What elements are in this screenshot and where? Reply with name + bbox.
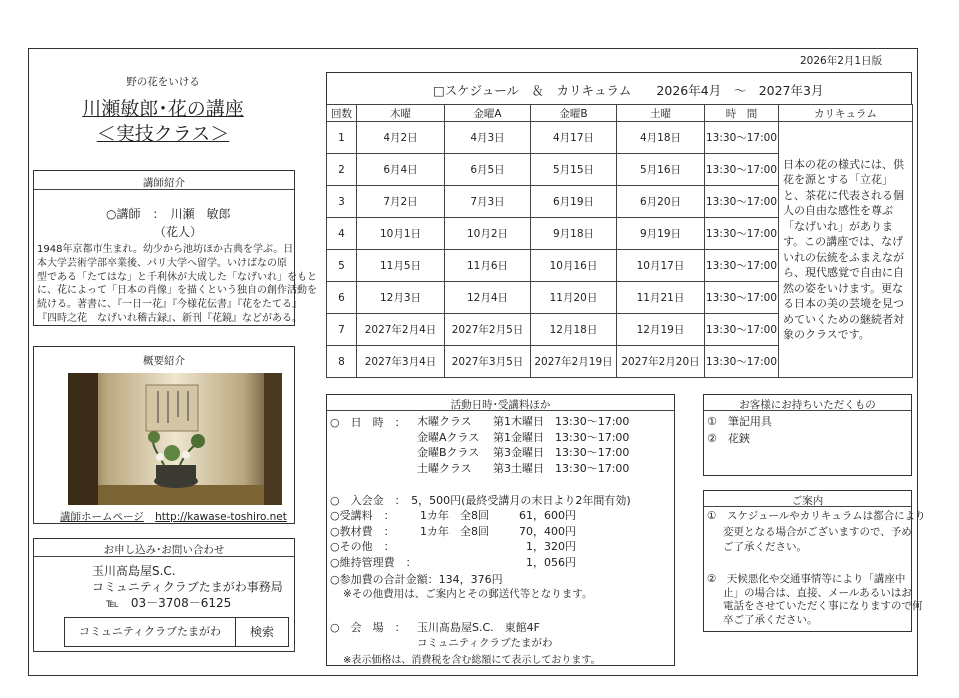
table-cell: 2027年2月20日 [617,346,705,378]
table-cell: 6 [327,282,357,314]
fee-label: ○受講料 ： [330,509,395,522]
fee-label: ○教材費 ： [330,524,395,538]
class-name: 金曜Bクラス [417,446,480,460]
table-cell: 6月19日 [531,186,617,218]
contact-heading: お申し込み･お問い合わせ [103,544,225,556]
bio-line: 続ける。著書に、『一日一花』『今様花伝書』『花をたてる』 [37,299,302,311]
bio-line: 『四時之花 なげいれ稽古録』、新刊『花鏡』などがある。 [37,312,302,324]
activity-heading: 活動日時･受講料ほか [450,399,551,411]
table-cell: 11月21日 [617,282,705,314]
table-cell: 6月4日 [357,154,445,186]
table-cell: 6月5日 [445,154,531,186]
table-cell: 2027年2月4日 [357,314,445,346]
instructor-heading: 講師紹介 [143,177,185,189]
instructor-bio [37,243,317,326]
class-row [417,430,629,446]
overview-section [33,346,295,524]
venue-line1: 玉川髙島屋S.C. 東館4F [417,621,540,634]
contact-tel: ℡ 03－3708－6125 [106,596,232,610]
class-name: 木曜クラス [417,415,472,428]
notice-item-2 [707,573,923,627]
table-cell: 2027年2月19日 [531,346,617,378]
notice-line: 変更となる場合がございますので、予め [723,525,912,538]
table-cell: 11月20日 [531,282,617,314]
class-time: 第3土曜日 13:30～17:00 [493,461,630,475]
contact-section [33,538,295,652]
table-cell: 1 [327,122,357,154]
notice-item-1 [707,509,926,556]
table-cell: 7 [327,314,357,346]
subtitle: 野の花をいける [126,76,200,88]
table-cell: 7月2日 [357,186,445,218]
table-cell: 2027年3月4日 [357,346,445,378]
homepage-url[interactable]: http://kawase-toshiro.net [155,511,287,523]
bring-item: ① 筆記用具 [707,415,772,428]
notice-line: ① スケジュールやカリキュラムは都合により [707,510,926,522]
overview-heading: 概要紹介 [143,355,185,367]
table-cell: 12月19日 [617,314,705,346]
table-cell: 10月2日 [445,218,531,250]
fee-amount: 61，600円 [519,509,576,522]
table-cell: 9月18日 [531,218,617,250]
schedule-title-box [326,72,912,105]
divider [34,556,294,557]
schedule-table [326,104,913,378]
homepage-link-label[interactable]: 講師ホームページ [60,511,144,523]
version-label: 2026年2月1日版 [800,55,883,67]
notice-heading: ご案内 [791,495,824,507]
instructor-section [33,170,317,326]
bring-heading: お客様にお持ちいただくもの [739,399,876,411]
table-cell: 12月3日 [357,282,445,314]
class-name: 金曜Aクラス [417,430,480,444]
entry-fee: ○ 入会金 ： 5，500円(最終受講月の末日より2年間有効) [330,494,631,507]
instructor-role: （花人） [154,225,203,239]
table-cell: 4月18日 [617,122,705,154]
table-cell: 6月20日 [617,186,705,218]
table-cell: 13:30～17:00 [705,250,779,282]
table-cell: 13:30～17:00 [705,218,779,250]
class-row [417,414,629,430]
table-cell: 13:30～17:00 [705,282,779,314]
header-saturday: 土曜 [617,105,705,122]
table-cell: 4 [327,218,357,250]
homepage-link[interactable] [60,509,287,524]
table-cell: 7月3日 [445,186,531,218]
fee-term: 1カ年 全8回 [420,509,489,522]
notice-line: ② 天候悪化や交通事情等により「講座中 [707,573,906,585]
other-note: ※その他費用は、ご案内とその郵送代等となります。 [343,588,593,600]
fee-row [330,508,630,524]
fee-row [330,539,630,555]
activity-section [326,394,675,666]
table-cell: 8 [327,346,357,378]
contact-line2: コミュニティクラブたまがわ事務局 [92,580,283,594]
instructor-name: ○講師 ： 川瀬 敏郎 [106,207,231,221]
divider [704,410,911,411]
arrangement-photo [68,373,282,505]
header-friday-b: 金曜B [531,105,617,122]
bring-section [703,394,912,476]
notice-section [703,490,926,632]
table-cell: 11月6日 [445,250,531,282]
fee-term: 1カ年 全8回 [420,524,489,538]
curriculum-text: 日本の花の様式には、供花を源とする「立花」と、茶花に代表される個人の自由な感性を尊ぶ「なげいれ」があります。この講座では、なげいれの伝統をふまえながら、現代感覚で自由に自然の姿をいけます。更なる日本の美の芸境を見つめていくための継続者対象のクラスです。 [779,122,913,378]
class-row [417,445,629,461]
table-cell: 12月4日 [445,282,531,314]
page-title: 川瀬敏郎･花の講座 [82,98,244,120]
table-cell: 2027年3月5日 [445,346,531,378]
ikebana-image [68,373,282,505]
table-cell: 13:30～17:00 [705,314,779,346]
tax-note: ※表示価格は、消費税を含む総額にて表示しております。 [343,655,601,666]
table-header-row [327,105,913,122]
table-cell: 3 [327,186,357,218]
table-cell: 5月15日 [531,154,617,186]
fee-row [330,524,630,540]
venue-line2: コミュニティクラブたまがわ [417,637,553,649]
class-time: 第1木曜日 13:30～17:00 [493,415,630,428]
venue-label: ○ 会 場 ： [330,621,406,634]
table-cell: 2027年2月5日 [445,314,531,346]
table-cell: 5月16日 [617,154,705,186]
table-cell: 5 [327,250,357,282]
header-count: 回数 [327,105,357,122]
schedule-title: □スケジュール ＆ カリキュラム 2026年4月 ～ 2027年3月 [433,83,824,98]
bring-item: ② 花鋏 [707,432,750,445]
table-cell: 4月17日 [531,122,617,154]
table-cell: 9月19日 [617,218,705,250]
fee-amount: 70，400円 [519,524,576,538]
divider [34,189,294,190]
table-cell: 10月16日 [531,250,617,282]
fee-row [330,555,630,571]
fee-amount: 1，056円 [526,555,576,569]
header-friday-a: 金曜A [445,105,531,122]
fee-label: ○維持管理費 ： [330,555,417,569]
total-fee: ○参加費の合計金額：134，376円 [330,573,503,586]
divider [704,506,911,507]
table-cell: 13:30～17:00 [705,122,779,154]
table-cell: 10月1日 [357,218,445,250]
datetime-label: ○ 日 時 ： [330,416,406,429]
class-time: 第3金曜日 13:30～17:00 [493,446,630,460]
class-time: 第1金曜日 13:30～17:00 [493,430,630,444]
table-cell: 13:30～17:00 [705,346,779,378]
class-list [417,414,629,476]
table-cell: 12月18日 [531,314,617,346]
search-button[interactable]: 検索 [235,617,289,647]
bio-line: 1948年京都市生まれ。幼少から池坊ほか古典を学ぶ。日 [37,244,294,255]
class-name: 土曜クラス [417,461,472,475]
table-cell: 2 [327,154,357,186]
divider [327,410,674,411]
bio-line: に、花によって「日本の肖像」を描くという独自の創作活動を [37,285,317,297]
club-search-box[interactable]: コミュニティクラブたまがわ [64,617,236,647]
notice-line: 卒ご了承ください。 [723,613,818,626]
fee-list [330,508,630,570]
notice-line: 止」の場合は、直接、メールあるいはお [723,586,912,599]
table-cell: 13:30～17:00 [705,186,779,218]
page-title-class: ＜実技クラス＞ [96,123,230,145]
table-row [327,122,913,154]
table-cell: 4月2日 [357,122,445,154]
notice-line: 電話をさせていただく事になりますので何 [723,600,923,612]
table-cell: 10月17日 [617,250,705,282]
contact-line1: 玉川髙島屋S.C. [92,564,176,578]
bio-line: 型である「たてはな」と千利休が大成した「なげいれ」をもと [37,271,317,283]
bio-line: 本大学芸術学部卒業後、パリ大学へ留学。いけばなの原 [37,257,287,269]
table-cell: 11月5日 [357,250,445,282]
class-row [417,461,629,477]
notice-line: ご了承ください。 [723,541,807,553]
table-cell: 4月3日 [445,122,531,154]
table-cell: 13:30～17:00 [705,154,779,186]
fee-label: ○その他 ： [330,540,395,554]
header-time: 時 間 [705,105,779,122]
header-thursday: 木曜 [357,105,445,122]
fee-amount: 1，320円 [526,540,576,554]
header-curriculum: カリキュラム [779,105,913,122]
